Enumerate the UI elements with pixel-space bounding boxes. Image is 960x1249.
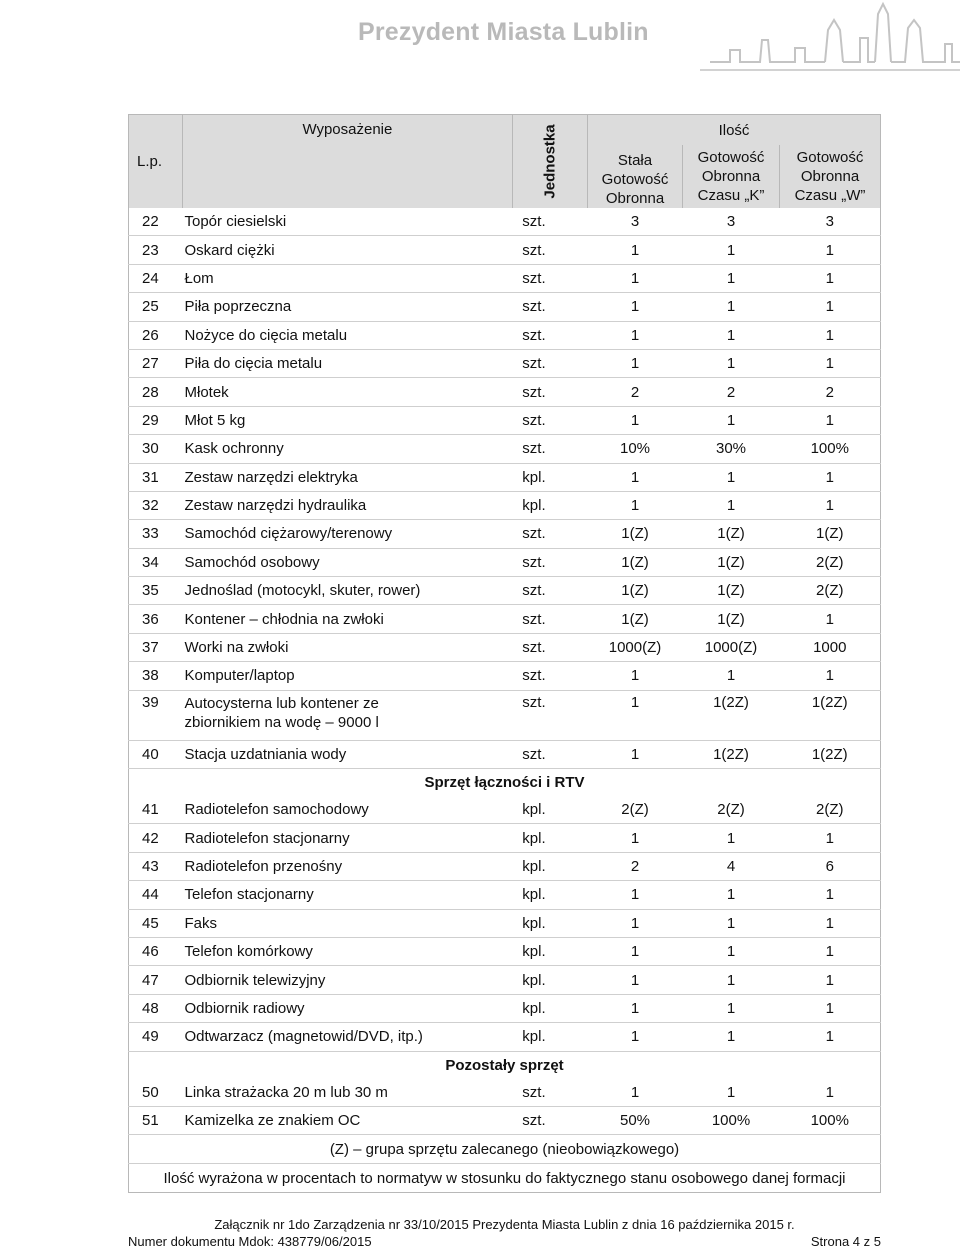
table-row <box>129 740 881 768</box>
row-value-w: 100% <box>780 435 881 463</box>
row-equipment-name: Nożyce do cięcia metalu <box>183 321 513 349</box>
row-value-w: 1 <box>780 662 881 690</box>
row-equipment-name: Samochód osobowy <box>183 548 513 576</box>
row-number: 50 <box>129 1079 183 1107</box>
row-value-w: 1 <box>780 909 881 937</box>
row-value-stala: 1 <box>588 491 683 519</box>
row-value-stala: 1 <box>588 966 683 994</box>
row-value-k: 1 <box>683 293 780 321</box>
equipment-table <box>128 114 881 1193</box>
row-value-stala: 1 <box>588 463 683 491</box>
row-value-w: 1(Z) <box>780 520 881 548</box>
row-value-w: 1 <box>780 293 881 321</box>
row-equipment-name: Topór ciesielski <box>183 208 513 236</box>
table-row <box>129 321 881 349</box>
table-row <box>129 463 881 491</box>
header-wyposazenie: Wyposażenie <box>183 115 513 209</box>
row-value-w: 1 <box>780 1079 881 1107</box>
table-row <box>129 406 881 434</box>
note-text: Ilość wyrażona w procentach to normatyw w stosunku do faktycznego stanu osobowego danej formacji <box>129 1164 881 1193</box>
row-value-stala: 1 <box>588 740 683 768</box>
table-row <box>129 966 881 994</box>
section-row-lacznosc <box>129 769 881 797</box>
table-row <box>129 662 881 690</box>
row-value-k: 1 <box>683 1023 780 1051</box>
row-value-w: 1 <box>780 321 881 349</box>
footer-page-number: Strona 4 z 5 <box>810 1234 881 1249</box>
row-equipment-name: Kamizelka ze znakiem OC <box>183 1106 513 1134</box>
row-unit: szt. <box>512 208 587 236</box>
row-value-stala: 1 <box>588 824 683 852</box>
row-value-k: 2(Z) <box>683 796 780 824</box>
table-row <box>129 796 881 824</box>
row-value-k: 1(2Z) <box>683 690 780 740</box>
row-value-stala: 1 <box>588 662 683 690</box>
row-value-stala: 1 <box>588 909 683 937</box>
table-row <box>129 349 881 377</box>
row-equipment-name: Komputer/laptop <box>183 662 513 690</box>
row-number: 28 <box>129 378 183 406</box>
row-value-stala: 2 <box>588 378 683 406</box>
row-value-k: 1(Z) <box>683 548 780 576</box>
table-row <box>129 577 881 605</box>
table-row <box>129 435 881 463</box>
table-row <box>129 937 881 965</box>
table-row <box>129 824 881 852</box>
footer-attachment-line: Załącznik nr 1do Zarządzenia nr 33/10/2015 Prezydenta Miasta Lublin z dnia 16 października 2015 r. <box>214 1217 795 1232</box>
row-value-stala: 1(Z) <box>588 548 683 576</box>
row-unit: szt. <box>512 406 587 434</box>
lublin-skyline-logo-icon <box>700 0 960 80</box>
row-value-stala: 1000(Z) <box>588 633 683 661</box>
header-gotowosc-w <box>780 145 881 208</box>
row-number: 47 <box>129 966 183 994</box>
row-value-k: 1(Z) <box>683 605 780 633</box>
section-title: Pozostały sprzęt <box>129 1051 881 1079</box>
row-number: 49 <box>129 1023 183 1051</box>
table-row <box>129 1023 881 1051</box>
row-unit: szt. <box>512 321 587 349</box>
row-value-stala: 1 <box>588 1023 683 1051</box>
row-equipment-name: Odtwarzacz (magnetowid/DVD, itp.) <box>183 1023 513 1051</box>
table-body-section-2 <box>129 796 881 1051</box>
footer-doc-number: Numer dokumentu Mdok: 438779/06/2015 <box>128 1234 372 1249</box>
note-text: (Z) – grupa sprzętu zalecanego (nieobowiązkowego) <box>129 1135 881 1164</box>
row-equipment-name: Odbiornik radiowy <box>183 994 513 1022</box>
row-equipment-name: Telefon stacjonarny <box>183 881 513 909</box>
row-unit: szt. <box>512 349 587 377</box>
row-number: 40 <box>129 740 183 768</box>
table-row <box>129 491 881 519</box>
row-value-w: 2(Z) <box>780 796 881 824</box>
row-equipment-name: Linka strażacka 20 m lub 30 m <box>183 1079 513 1107</box>
row-value-w: 1(2Z) <box>780 740 881 768</box>
row-unit: kpl. <box>512 824 587 852</box>
table-row <box>129 633 881 661</box>
row-equipment-name: Stacja uzdatniania wody <box>183 740 513 768</box>
row-value-stala: 1 <box>588 293 683 321</box>
row-equipment-name: Zestaw narzędzi hydraulika <box>183 491 513 519</box>
row-value-stala: 1(Z) <box>588 577 683 605</box>
row-unit: szt. <box>512 520 587 548</box>
row-value-k: 1 <box>683 909 780 937</box>
header-sub3-line3: Czasu „W” <box>794 187 866 204</box>
row-number: 51 <box>129 1106 183 1134</box>
header-sub2-line1: Gotowość <box>697 149 765 166</box>
row-value-w: 1 <box>780 349 881 377</box>
row-equipment-name: Faks <box>183 909 513 937</box>
header-sub2-line3: Czasu „K” <box>697 187 765 204</box>
row-value-stala: 1 <box>588 236 683 264</box>
header-jednostka-label: Jednostka <box>541 124 559 199</box>
row-value-stala: 1 <box>588 937 683 965</box>
table-row <box>129 994 881 1022</box>
row-unit: szt. <box>512 633 587 661</box>
row-unit: kpl. <box>512 937 587 965</box>
row-unit: kpl. <box>512 463 587 491</box>
row-number: 38 <box>129 662 183 690</box>
row-value-k: 3 <box>683 208 780 236</box>
table-row <box>129 293 881 321</box>
row-value-k: 4 <box>683 852 780 880</box>
row-unit: kpl. <box>512 1023 587 1051</box>
row-value-k: 30% <box>683 435 780 463</box>
row-value-w: 2(Z) <box>780 548 881 576</box>
row-unit: szt. <box>512 236 587 264</box>
row-unit: szt. <box>512 662 587 690</box>
row-number: 35 <box>129 577 183 605</box>
row-equipment-name: Radiotelefon stacjonarny <box>183 824 513 852</box>
header-sub2-line2: Obronna <box>701 168 761 185</box>
row-equipment-name: Oskard ciężki <box>183 236 513 264</box>
row-number: 39 <box>129 690 183 740</box>
row-value-k: 1 <box>683 463 780 491</box>
row-equipment-name: Zestaw narzędzi elektryka <box>183 463 513 491</box>
row-number: 45 <box>129 909 183 937</box>
row-value-w: 1 <box>780 881 881 909</box>
row-value-w: 1 <box>780 406 881 434</box>
row-value-k: 1(Z) <box>683 577 780 605</box>
row-value-k: 100% <box>683 1106 780 1134</box>
row-number: 24 <box>129 264 183 292</box>
row-number: 31 <box>129 463 183 491</box>
row-value-w: 2 <box>780 378 881 406</box>
row-unit: kpl. <box>512 881 587 909</box>
row-value-w: 2(Z) <box>780 577 881 605</box>
row-value-w: 3 <box>780 208 881 236</box>
row-unit: szt. <box>512 378 587 406</box>
row-equipment-name: Radiotelefon samochodowy <box>183 796 513 824</box>
row-equipment-name: Kontener – chłodnia na zwłoki <box>183 605 513 633</box>
row-number: 43 <box>129 852 183 880</box>
row-unit: szt. <box>512 264 587 292</box>
row-number: 37 <box>129 633 183 661</box>
row-value-w: 1 <box>780 994 881 1022</box>
header-sub1-line2: Gotowość <box>601 171 669 188</box>
table-row <box>129 264 881 292</box>
row-value-w: 1 <box>780 937 881 965</box>
row-value-w: 1 <box>780 966 881 994</box>
table-header-row <box>129 115 881 146</box>
row-unit: szt. <box>512 548 587 576</box>
row-value-stala: 1 <box>588 321 683 349</box>
table-row <box>129 236 881 264</box>
row-value-w: 1 <box>780 824 881 852</box>
table-row <box>129 909 881 937</box>
header-sub3-line1: Gotowość <box>796 149 864 166</box>
row-unit: szt. <box>512 293 587 321</box>
row-number: 23 <box>129 236 183 264</box>
row-value-w: 100% <box>780 1106 881 1134</box>
row-unit: szt. <box>512 740 587 768</box>
row-value-w: 1 <box>780 264 881 292</box>
row-value-stala: 1 <box>588 881 683 909</box>
row-value-k: 1 <box>683 881 780 909</box>
row-number: 27 <box>129 349 183 377</box>
row-equipment-name: Łom <box>183 264 513 292</box>
row-unit: szt. <box>512 577 587 605</box>
row-number: 22 <box>129 208 183 236</box>
note-row-procent <box>129 1164 881 1193</box>
row-value-k: 1(2Z) <box>683 740 780 768</box>
row-value-w: 1 <box>780 1023 881 1051</box>
row-value-k: 1 <box>683 937 780 965</box>
note-row-z <box>129 1135 881 1164</box>
header-stala-gotowosc <box>588 145 683 208</box>
section-title: Sprzęt łączności i RTV <box>129 769 881 797</box>
table-body-section-1 <box>129 208 881 769</box>
row-value-stala: 3 <box>588 208 683 236</box>
row-equipment-name: Telefon komórkowy <box>183 937 513 965</box>
row-value-k: 1 <box>683 662 780 690</box>
page-header-title: Prezydent Miasta Lublin <box>358 18 649 46</box>
row-number: 25 <box>129 293 183 321</box>
row-value-stala: 50% <box>588 1106 683 1134</box>
table-row <box>129 852 881 880</box>
row-unit: kpl. <box>512 966 587 994</box>
row-value-w: 6 <box>780 852 881 880</box>
row-equipment-name: Młot 5 kg <box>183 406 513 434</box>
row-number: 30 <box>129 435 183 463</box>
row-value-k: 1 <box>683 824 780 852</box>
row-value-stala: 1 <box>588 1079 683 1107</box>
row-value-k: 1 <box>683 966 780 994</box>
row-value-k: 1 <box>683 491 780 519</box>
row-number: 26 <box>129 321 183 349</box>
row-value-k: 1 <box>683 406 780 434</box>
row-value-w: 1 <box>780 463 881 491</box>
row-value-stala: 10% <box>588 435 683 463</box>
row-value-k: 1 <box>683 236 780 264</box>
row-number: 41 <box>129 796 183 824</box>
row-value-k: 1 <box>683 349 780 377</box>
row-value-k: 1 <box>683 1079 780 1107</box>
row-value-w: 1 <box>780 236 881 264</box>
row-equipment-name: Jednoślad (motocykl, skuter, rower) <box>183 577 513 605</box>
row-number: 42 <box>129 824 183 852</box>
row-value-k: 2 <box>683 378 780 406</box>
header-ilosc: Ilość <box>588 115 881 146</box>
row-value-stala: 1 <box>588 349 683 377</box>
row-unit: kpl. <box>512 909 587 937</box>
row-value-k: 1 <box>683 994 780 1022</box>
row-number: 34 <box>129 548 183 576</box>
row-value-stala: 2(Z) <box>588 796 683 824</box>
row-value-w: 1 <box>780 491 881 519</box>
row-number: 46 <box>129 937 183 965</box>
table-row <box>129 690 881 740</box>
row-number: 32 <box>129 491 183 519</box>
table-row <box>129 548 881 576</box>
section-row-pozostaly <box>129 1051 881 1079</box>
header-jednostka <box>512 115 587 209</box>
table-row <box>129 605 881 633</box>
table-row <box>129 1106 881 1134</box>
header-lp: L.p. <box>129 115 183 209</box>
row-number: 29 <box>129 406 183 434</box>
footer-bottom-line <box>128 1234 881 1249</box>
row-equipment-name: Odbiornik telewizyjny <box>183 966 513 994</box>
row-unit: kpl. <box>512 796 587 824</box>
header-sub1-line3: Obronna <box>605 190 665 207</box>
table-row <box>129 208 881 236</box>
row-number: 48 <box>129 994 183 1022</box>
row-unit: kpl. <box>512 491 587 519</box>
row-value-stala: 2 <box>588 852 683 880</box>
row-equipment-name: Autocysterna lub kontener ze zbiornikiem na wodę – 9000 l <box>183 690 513 740</box>
header-gotowosc-k <box>683 145 780 208</box>
table-row <box>129 378 881 406</box>
row-unit: kpl. <box>512 852 587 880</box>
row-equipment-name: Radiotelefon przenośny <box>183 852 513 880</box>
row-value-stala: 1(Z) <box>588 605 683 633</box>
row-equipment-name: Piła do cięcia metalu <box>183 349 513 377</box>
row-value-k: 1(Z) <box>683 520 780 548</box>
row-value-stala: 1 <box>588 690 683 740</box>
row-unit: szt. <box>512 435 587 463</box>
row-equipment-name: Worki na zwłoki <box>183 633 513 661</box>
row-equipment-name: Piła poprzeczna <box>183 293 513 321</box>
table-body-section-3 <box>129 1079 881 1135</box>
table-row <box>129 520 881 548</box>
row-equipment-name: Kask ochronny <box>183 435 513 463</box>
header-sub1-line1: Stała <box>617 152 653 169</box>
table-row <box>129 881 881 909</box>
table-row <box>129 1079 881 1107</box>
row-number: 33 <box>129 520 183 548</box>
row-number: 44 <box>129 881 183 909</box>
row-unit: szt. <box>512 690 587 740</box>
row-unit: szt. <box>512 605 587 633</box>
header-sub3-line2: Obronna <box>800 168 860 185</box>
row-unit: kpl. <box>512 994 587 1022</box>
row-value-stala: 1 <box>588 994 683 1022</box>
row-value-stala: 1(Z) <box>588 520 683 548</box>
row-value-w: 1 <box>780 605 881 633</box>
row-unit: szt. <box>512 1079 587 1107</box>
row-value-stala: 1 <box>588 264 683 292</box>
row-value-k: 1 <box>683 321 780 349</box>
row-unit: szt. <box>512 1106 587 1134</box>
row-equipment-name: Samochód ciężarowy/terenowy <box>183 520 513 548</box>
row-value-k: 1 <box>683 264 780 292</box>
row-equipment-name: Młotek <box>183 378 513 406</box>
row-value-k: 1000(Z) <box>683 633 780 661</box>
row-value-w: 1000 <box>780 633 881 661</box>
row-number: 36 <box>129 605 183 633</box>
row-value-w: 1(2Z) <box>780 690 881 740</box>
row-value-stala: 1 <box>588 406 683 434</box>
